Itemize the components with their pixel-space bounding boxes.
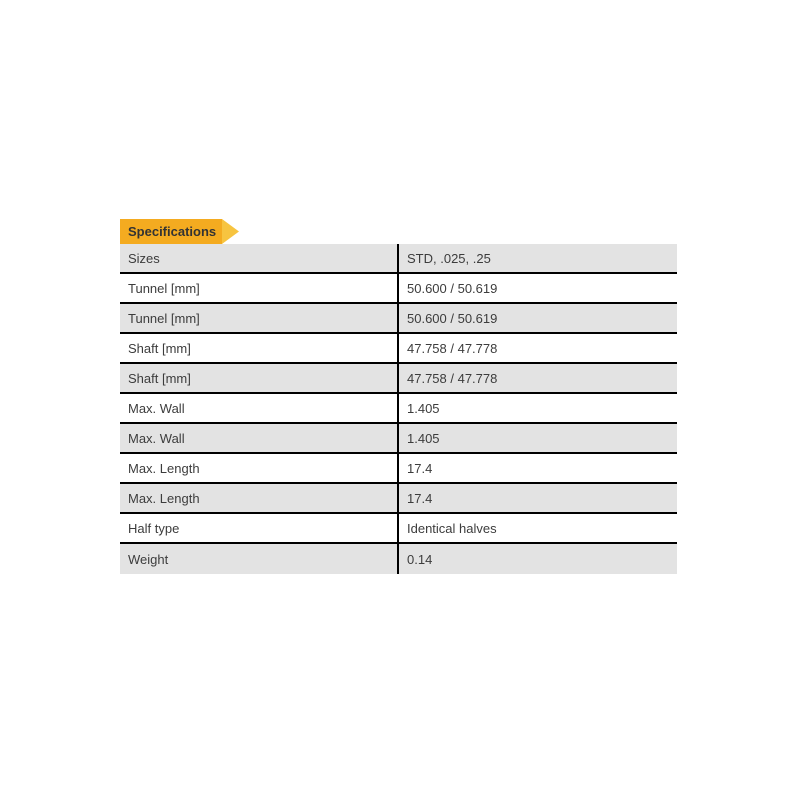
table-row bbox=[120, 394, 677, 424]
spec-value: 50.600 / 50.619 bbox=[407, 280, 498, 296]
specifications-title: Specifications bbox=[128, 224, 217, 239]
spec-value-cell bbox=[397, 274, 677, 302]
spec-label-cell bbox=[120, 364, 397, 392]
spec-label: Tunnel [mm] bbox=[128, 280, 200, 296]
spec-label-cell bbox=[120, 274, 397, 302]
spec-label: Max. Wall bbox=[128, 430, 185, 446]
spec-value: Identical halves bbox=[407, 520, 497, 536]
spec-value-cell bbox=[397, 394, 677, 422]
spec-value-cell bbox=[397, 334, 677, 362]
spec-label: Max. Wall bbox=[128, 400, 185, 416]
spec-label: Shaft [mm] bbox=[128, 370, 191, 386]
specifications-table bbox=[120, 244, 677, 574]
spec-label-cell bbox=[120, 334, 397, 362]
specifications-section bbox=[120, 219, 677, 574]
table-row bbox=[120, 304, 677, 334]
spec-value: 0.14 bbox=[407, 551, 433, 567]
spec-value-cell bbox=[397, 364, 677, 392]
table-row bbox=[120, 454, 677, 484]
spec-value: 1.405 bbox=[407, 400, 440, 416]
table-row bbox=[120, 334, 677, 364]
table-row bbox=[120, 424, 677, 454]
spec-value: 17.4 bbox=[407, 460, 433, 476]
spec-label: Shaft [mm] bbox=[128, 340, 191, 356]
spec-label-cell bbox=[120, 304, 397, 332]
spec-value: 50.600 / 50.619 bbox=[407, 310, 498, 326]
spec-label: Sizes bbox=[128, 250, 160, 266]
spec-value-cell bbox=[397, 514, 677, 542]
spec-label-cell bbox=[120, 424, 397, 452]
spec-value: 47.758 / 47.778 bbox=[407, 340, 498, 356]
spec-label-cell bbox=[120, 394, 397, 422]
spec-label: Tunnel [mm] bbox=[128, 310, 200, 326]
table-row bbox=[120, 484, 677, 514]
specifications-tab-header bbox=[120, 219, 260, 244]
spec-value: 1.405 bbox=[407, 430, 440, 446]
spec-label-cell bbox=[120, 484, 397, 512]
spec-label-cell bbox=[120, 454, 397, 482]
spec-label-cell bbox=[120, 544, 397, 574]
spec-label: Half type bbox=[128, 520, 180, 536]
spec-value-cell bbox=[397, 244, 677, 272]
spec-value: 17.4 bbox=[407, 490, 433, 506]
table-row bbox=[120, 364, 677, 394]
spec-value-cell bbox=[397, 544, 677, 574]
spec-value-cell bbox=[397, 424, 677, 452]
table-row bbox=[120, 514, 677, 544]
spec-value-cell bbox=[397, 484, 677, 512]
spec-value: 47.758 / 47.778 bbox=[407, 370, 498, 386]
spec-value-cell bbox=[397, 454, 677, 482]
spec-value-cell bbox=[397, 304, 677, 332]
spec-label-cell bbox=[120, 244, 397, 272]
arrow-right-icon bbox=[222, 219, 239, 244]
table-row bbox=[120, 244, 677, 274]
spec-value: STD, .025, .25 bbox=[407, 250, 491, 266]
spec-label: Max. Length bbox=[128, 460, 200, 476]
spec-label: Max. Length bbox=[128, 490, 200, 506]
spec-label-cell bbox=[120, 514, 397, 542]
table-row bbox=[120, 544, 677, 574]
table-row bbox=[120, 274, 677, 304]
spec-label: Weight bbox=[128, 551, 169, 567]
